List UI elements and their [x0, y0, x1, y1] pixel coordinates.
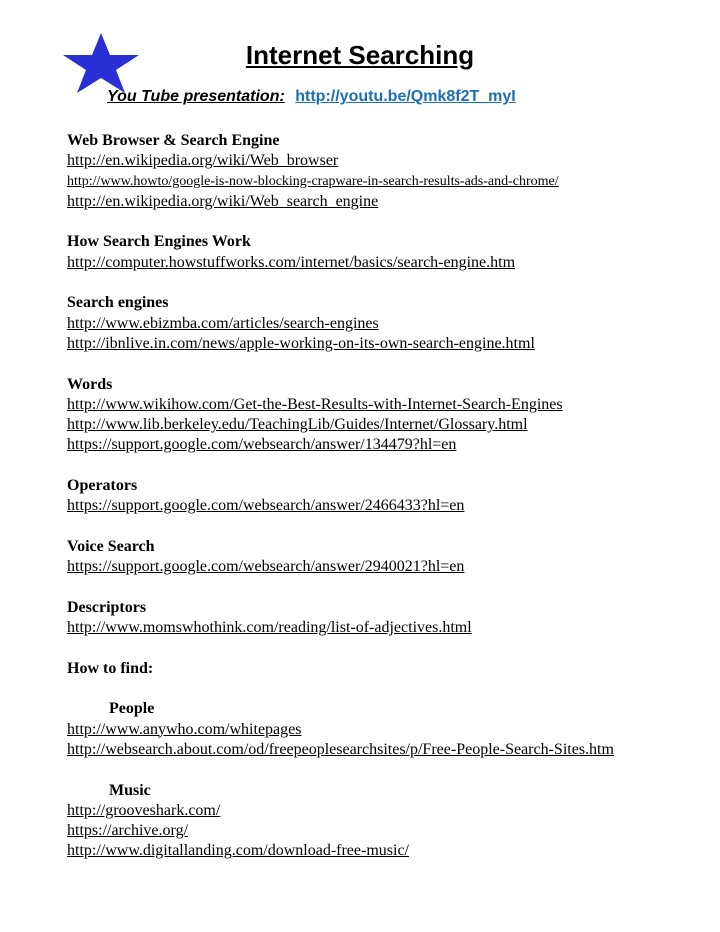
section-operators: [67, 476, 707, 517]
section-heading: Web Browser & Search Engine: [67, 132, 280, 149]
link[interactable]: http://www.wikihow.com/Get-the-Best-Results-with-Internet-Search-Engines: [67, 395, 563, 413]
section-search-engines: [67, 293, 707, 354]
link[interactable]: https://support.google.com/websearch/answer/2466433?hl=en: [67, 497, 465, 515]
link[interactable]: http://grooveshark.com/: [67, 801, 221, 819]
link[interactable]: http://en.wikipedia.org/wiki/Web_search_engine: [67, 192, 379, 210]
subheading-music: Music: [109, 781, 151, 799]
section-words: [67, 375, 707, 456]
link[interactable]: http://www.ebizmba.com/articles/search-engines: [67, 314, 379, 332]
link-list: [67, 131, 707, 882]
link[interactable]: http://www.lib.berkeley.edu/TeachingLib/Guides/Internet/Glossary.html: [67, 416, 528, 434]
section-heading: Descriptors: [67, 598, 147, 616]
link[interactable]: http://www.anywho.com/whitepages: [67, 720, 302, 738]
link[interactable]: http://computer.howstuffworks.com/internet/basics/search-engine.htm: [67, 253, 516, 271]
link[interactable]: http://en.wikipedia.org/wiki/Web_browser: [67, 152, 339, 170]
link[interactable]: https://archive.org/: [67, 822, 189, 840]
section-descriptors: [67, 598, 707, 639]
section-heading: Words: [67, 375, 113, 393]
section-heading: How Search Engines Work: [67, 233, 251, 251]
section-voice-search: [67, 537, 707, 578]
page-title: Internet Searching: [245, 40, 475, 70]
section-heading: How to find:: [67, 659, 154, 677]
subheading-people: People: [109, 700, 155, 718]
youtube-presentation: [107, 88, 516, 106]
link[interactable]: http://www.momswhothink.com/reading/list-of-adjectives.html: [67, 619, 472, 637]
section-heading: Search engines: [67, 294, 169, 312]
link[interactable]: http://www.digitallanding.com/download-free-music/: [67, 842, 409, 860]
section-how-search-engines-work: [67, 232, 707, 273]
youtube-label: You Tube presentation:: [107, 88, 285, 105]
section-heading: Voice Search: [67, 537, 155, 555]
section-how-to-find: [67, 659, 707, 862]
section-web-browser: [67, 131, 707, 212]
section-heading: Operators: [67, 477, 138, 495]
youtube-link[interactable]: http://youtu.be/Qmk8f2T_myI: [295, 88, 516, 105]
link[interactable]: https://support.google.com/websearch/answer/134479?hl=en: [67, 436, 457, 454]
link[interactable]: http://www.howto/google-is-now-blocking-crapware-in-search-results-ads-and-chrome/: [67, 173, 559, 189]
link[interactable]: http://ibnlive.in.com/news/apple-working-on-its-own-search-engine.html: [67, 334, 535, 352]
link[interactable]: http://websearch.about.com/od/freepeoplesearchsites/p/Free-People-Search-Sites.htm: [67, 740, 614, 758]
link[interactable]: https://support.google.com/websearch/answer/2940021?hl=en: [67, 558, 465, 576]
